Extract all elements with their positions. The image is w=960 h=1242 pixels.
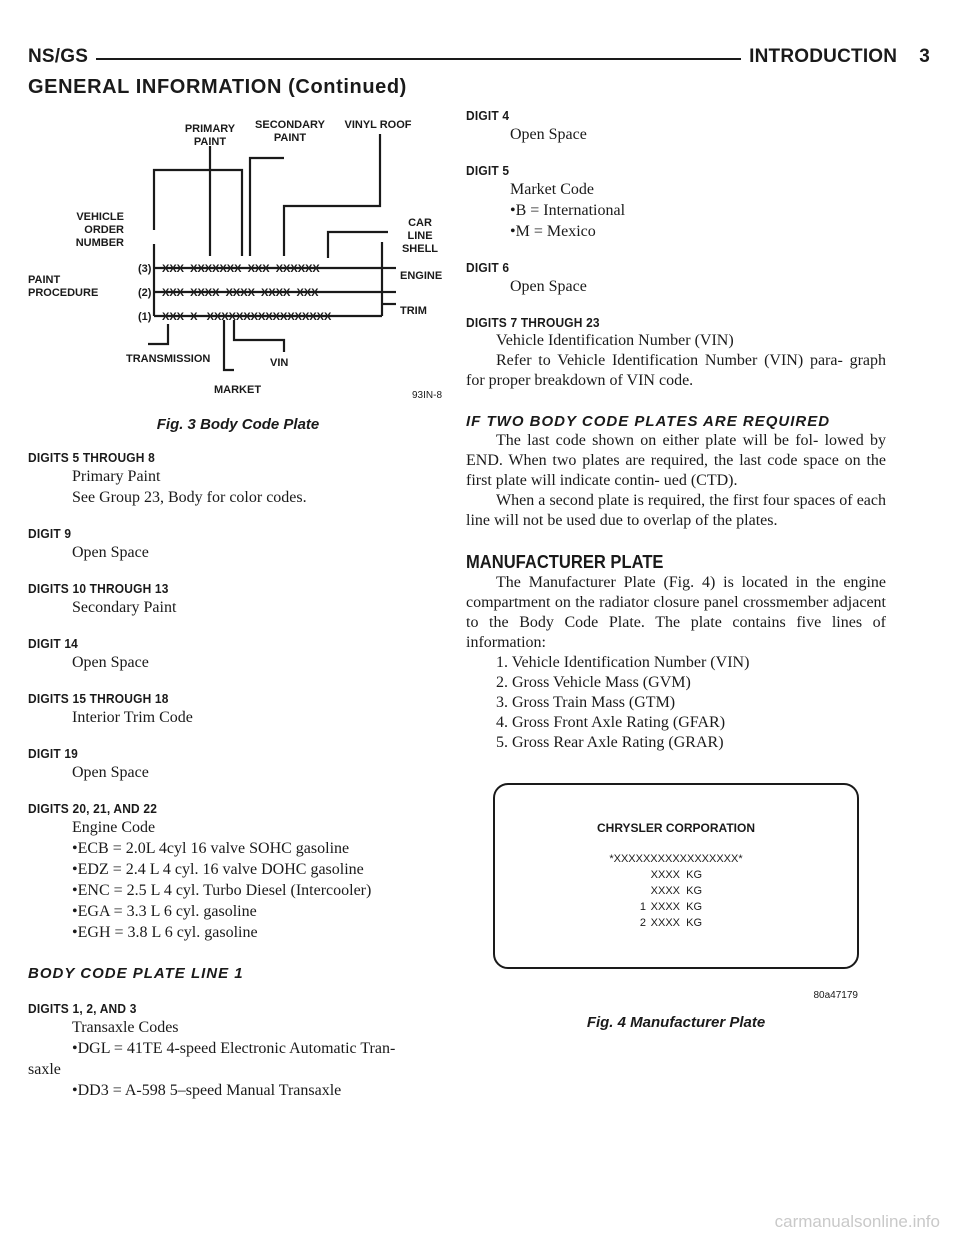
figure-caption: Fig. 4 Manufacturer Plate bbox=[586, 1014, 766, 1031]
section-heading: IF TWO BODY CODE PLATES ARE REQUIRED bbox=[466, 413, 831, 430]
body-line: See Group 23, Body for color codes. bbox=[72, 489, 307, 506]
plate-company: CHRYSLER CORPORATION bbox=[596, 821, 756, 835]
figure-code: 80a47179 bbox=[813, 990, 858, 1001]
figure-manufacturer-plate bbox=[466, 778, 886, 1040]
plate-vin: *XXXXXXXXXXXXXXXXX* bbox=[609, 853, 743, 865]
body-line: Vehicle Identification Number (VIN) bbox=[496, 332, 734, 349]
digits-heading: DIGITS 5 THROUGH 8 bbox=[28, 450, 155, 465]
digits-heading: DIGIT 6 bbox=[466, 260, 510, 275]
label-vehicle-order-2: ORDER bbox=[84, 224, 124, 236]
digits-heading: DIGITS 7 THROUGH 23 bbox=[466, 315, 600, 330]
label-secondary-paint-2: PAINT bbox=[273, 132, 307, 144]
model-code: NS/GS bbox=[28, 46, 96, 68]
plate-axle-1-number: 1 bbox=[639, 901, 646, 913]
right-column bbox=[466, 108, 886, 753]
plate-gvm: XXXX KG bbox=[650, 869, 702, 881]
list-item: 5. Gross Rear Axle Rating (GRAR) bbox=[496, 734, 724, 751]
label-paint-procedure-1: PAINT bbox=[28, 274, 61, 286]
label-vehicle-order-3: NUMBER bbox=[75, 237, 124, 249]
list-item: •M = Mexico bbox=[510, 223, 596, 240]
body-line: Open Space bbox=[72, 544, 149, 561]
paragraph: The Manufacturer Plate (Fig. 4) is located in the engine compartment on the radiator closure panel crossmember adjacent to the Body Code Plate. The plate contains five lines of information: bbox=[466, 574, 886, 651]
body-line: Open Space bbox=[72, 654, 149, 671]
figure-body-code-plate bbox=[28, 108, 448, 438]
continued-title: GENERAL INFORMATION (Continued) bbox=[28, 76, 407, 98]
label-vehicle-order-1: VEHICLE bbox=[76, 211, 124, 223]
section-title: INTRODUCTION bbox=[749, 46, 898, 67]
digits-heading: DIGIT 14 bbox=[28, 636, 78, 651]
figure-code: 93IN-8 bbox=[412, 390, 443, 401]
plate-grar: XXXX KG bbox=[650, 917, 702, 929]
label-car-line-1: CAR bbox=[408, 217, 432, 229]
list-item: •EGA = 3.3 L 6 cyl. gasoline bbox=[72, 903, 257, 920]
digits-heading: DIGITS 10 THROUGH 13 bbox=[28, 581, 169, 596]
label-secondary-paint-1: SECONDARY bbox=[255, 119, 325, 131]
watermark: carmanualsonline.info bbox=[774, 1212, 940, 1231]
digits-heading: DIGITS 15 THROUGH 18 bbox=[28, 691, 169, 706]
row-number-3: (3) bbox=[138, 263, 152, 275]
left-column bbox=[28, 450, 448, 1101]
body-line: Market Code bbox=[510, 181, 594, 198]
body-line: Open Space bbox=[510, 126, 587, 143]
label-primary-paint-1: PRIMARY bbox=[184, 123, 236, 135]
section-heading: MANUFACTURER PLATE bbox=[466, 552, 664, 572]
label-transmission: TRANSMISSION bbox=[126, 353, 211, 365]
list-item: •EDZ = 2.4 L 4 cyl. 16 valve DOHC gasoline bbox=[72, 861, 364, 878]
page-header bbox=[28, 44, 930, 74]
list-item: •EGH = 3.8 L 6 cyl. gasoline bbox=[72, 924, 258, 941]
digits-heading: DIGIT 4 bbox=[466, 108, 510, 123]
page-number: 3 bbox=[919, 46, 930, 67]
row-codes-3: XXX XXXXXXX XXX XXXXXX bbox=[162, 263, 320, 275]
list-item: •ENC = 2.5 L 4 cyl. Turbo Diesel (Intercooler) bbox=[72, 882, 372, 899]
body-line: Secondary Paint bbox=[72, 599, 177, 616]
row-number-1: (1) bbox=[138, 311, 152, 323]
digits-heading: DIGIT 19 bbox=[28, 746, 78, 761]
list-item: 4. Gross Front Axle Rating (GFAR) bbox=[496, 714, 726, 731]
plate-gfar: XXXX KG bbox=[650, 901, 702, 913]
label-engine: ENGINE bbox=[400, 270, 443, 282]
label-market: MARKET bbox=[214, 384, 262, 396]
body-line: Open Space bbox=[72, 764, 149, 781]
label-car-line-3: SHELL bbox=[401, 243, 439, 255]
label-primary-paint-2: PAINT bbox=[193, 136, 227, 148]
figure-caption: Fig. 3 Body Code Plate bbox=[156, 416, 320, 433]
label-vinyl-roof: VINYL ROOF bbox=[344, 119, 412, 131]
list-item: •DGL = 41TE 4-speed Electronic Automatic Tran- saxle bbox=[28, 1040, 396, 1078]
body-line: Primary Paint bbox=[72, 468, 161, 485]
digits-heading: DIGITS 1, 2, AND 3 bbox=[28, 1001, 137, 1016]
list-item: •B = International bbox=[510, 202, 626, 219]
body-line: Open Space bbox=[510, 278, 587, 295]
list-item: 1. Vehicle Identification Number (VIN) bbox=[496, 654, 750, 671]
row-number-2: (2) bbox=[138, 287, 152, 299]
label-paint-procedure-2: PROCEDURE bbox=[28, 287, 99, 299]
paragraph: The last code shown on either plate will be fol- lowed by END. When two plates are required, the last code space on the first plate will indicate contin- ued (CTD). bbox=[466, 432, 886, 489]
label-car-line-2: LINE bbox=[407, 230, 433, 242]
label-vin: VIN bbox=[270, 357, 289, 369]
header-right bbox=[741, 46, 930, 68]
list-item: 3. Gross Train Mass (GTM) bbox=[496, 694, 676, 711]
plate-axle-2-number: 2 bbox=[639, 917, 646, 929]
paragraph: Refer to Vehicle Identification Number (VIN) para- graph for proper breakdown of VIN code. bbox=[466, 352, 886, 389]
digits-heading: DIGIT 9 bbox=[28, 526, 72, 541]
digits-heading: DIGITS 20, 21, AND 22 bbox=[28, 801, 158, 816]
manufacturer-plate-diagram bbox=[466, 778, 886, 1004]
list-item: •ECB = 2.0L 4cyl 16 valve SOHC gasoline bbox=[72, 840, 350, 857]
body-code-plate-diagram bbox=[28, 108, 448, 408]
row-codes-2: XXX XXXX XXXX XXXX XXX bbox=[162, 287, 319, 299]
digits-heading: DIGIT 5 bbox=[466, 163, 510, 178]
body-line: Transaxle Codes bbox=[72, 1019, 179, 1036]
list-item: •DD3 = A-598 5–speed Manual Transaxle bbox=[72, 1082, 342, 1099]
paragraph: When a second plate is required, the first four spaces of each line will not be used due to overlap of the plates. bbox=[466, 492, 886, 529]
list-item: 2. Gross Vehicle Mass (GVM) bbox=[496, 674, 691, 691]
label-trim: TRIM bbox=[400, 305, 427, 317]
row-codes-1: XXX X XXXXXXXXXXXXXXXXX bbox=[162, 311, 332, 323]
plate-gtm: XXXX KG bbox=[650, 885, 702, 897]
section-heading: BODY CODE PLATE LINE 1 bbox=[28, 965, 244, 982]
body-line: Engine Code bbox=[72, 819, 156, 836]
body-line: Interior Trim Code bbox=[72, 709, 193, 726]
